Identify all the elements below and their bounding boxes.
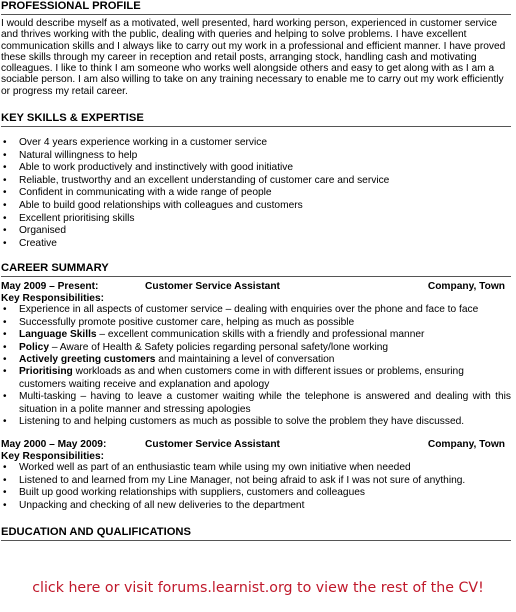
- view-full-cv-link[interactable]: click here or visit forums.learnist.org to view the rest of the CV!: [32, 580, 484, 596]
- list-item: • Over 4 years experience working in a customer service: [1, 137, 511, 150]
- responsibilities-label: Key Responsibilities:: [1, 451, 105, 463]
- item-text: Listening to and helping customers as much as possible to solve the problem they have discussed.: [19, 416, 465, 428]
- item-text: workloads as and when customers come in with different issues or problems, ensuring customers waiting receive and explanation and apology: [19, 366, 464, 390]
- job-header: [1, 439, 511, 451]
- list-item: • Able to work productively and instinctively with good initiative: [1, 162, 511, 175]
- section-title-career: CAREER SUMMARY: [1, 262, 511, 277]
- list-item: • Excellent prioritising skills: [1, 213, 511, 226]
- section-title-education: EDUCATION AND QUALIFICATIONS: [1, 526, 511, 541]
- list-item: • Able to build good relationships with colleagues and customers: [1, 200, 511, 213]
- item-text: – Aware of Health & Safety policies regarding personal safety/lone working: [49, 341, 389, 353]
- section-career: [1, 262, 511, 512]
- list-item: [1, 354, 511, 366]
- list-item: [1, 416, 511, 428]
- section-education: [1, 526, 511, 541]
- section-title-skills: KEY SKILLS & EXPERTISE: [1, 112, 511, 127]
- item-text: Successfully promote positive customer care, helping as much as possible: [19, 316, 355, 328]
- item-text: Worked well as part of an enthusiastic team while using my own initiative when needed: [19, 462, 411, 474]
- job-header: [1, 281, 511, 293]
- responsibilities-list: [1, 304, 511, 428]
- responsibilities-list: [1, 462, 511, 512]
- list-item: • Natural willingness to help: [1, 150, 511, 163]
- item-bold: Language Skills: [19, 329, 97, 341]
- job-dates: May 2000 – May 2009:: [1, 439, 107, 451]
- item-text: – excellent communication skills with a friendly and professional manner: [96, 329, 425, 341]
- item-bold: Policy: [19, 341, 50, 353]
- list-item: [1, 317, 511, 329]
- list-item: • Creative: [1, 238, 511, 251]
- list-item: [1, 500, 511, 512]
- item-text: and maintaining a level of conversation: [155, 354, 335, 366]
- item-bold: Prioritising: [19, 366, 73, 378]
- list-item: • Organised: [1, 225, 511, 238]
- item-text: Listened to and learned from my Line Manager, not being afraid to ask if I was not sure of anything.: [19, 474, 466, 486]
- list-item: [1, 304, 511, 316]
- job-company: Company, Town: [427, 439, 505, 451]
- job-company: Company, Town: [427, 281, 505, 293]
- list-item: [1, 391, 511, 416]
- item-text: Built up good working relationships with suppliers, customers and colleagues: [19, 487, 365, 499]
- job-dates: May 2009 – Present:: [1, 281, 99, 293]
- list-item: [1, 329, 511, 341]
- job-role: Customer Service Assistant: [145, 281, 280, 293]
- list-item: • Confident in communicating with a wide range of people: [1, 187, 511, 200]
- list-item: [1, 366, 511, 391]
- list-item: • Reliable, trustworthy and an excellent understanding of customer care and service: [1, 175, 511, 188]
- list-item: [1, 475, 511, 487]
- item-bold: Actively greeting customers: [19, 354, 156, 366]
- item-text: Multi-tasking – having to leave a customer waiting while the telephone is answered and dealing with this situation in a polite manner and stressing apologies: [19, 391, 511, 415]
- list-item: [1, 487, 511, 499]
- list-item: [1, 462, 511, 474]
- job-entry: [1, 281, 511, 428]
- item-text: Experience in all aspects of customer service – dealing with enquiries over the phone and face to face: [19, 304, 479, 316]
- skills-list: [1, 137, 511, 250]
- job-entry: [1, 439, 511, 512]
- job-role: Customer Service Assistant: [145, 439, 280, 451]
- item-text: Unpacking and checking of all new deliveries to the department: [19, 499, 305, 511]
- profile-paragraph: I would describe myself as a motivated, well presented, hard working person, experienced in customer service and thrives working with the public, dealing with queries and helping to solve problems. I have excellent communication skills and I always like to carry out my work in a professional and efficient manner. I have proved these skills through my career in reception and retail posts, arranging stock, handling cash and motivating colleagues. I like to think I am someone who works well alongside others and easy to get along with as I am a sociable person. I am also willing to take on any training necessary to enable me to carry out my work efficiently or progress my retail career.: [1, 18, 506, 97]
- responsibilities-label: Key Responsibilities:: [1, 293, 105, 305]
- section-title-profile: PROFESSIONAL PROFILE: [1, 0, 511, 15]
- section-profile: [1, 0, 511, 97]
- section-skills: [1, 112, 511, 250]
- list-item: [1, 342, 511, 354]
